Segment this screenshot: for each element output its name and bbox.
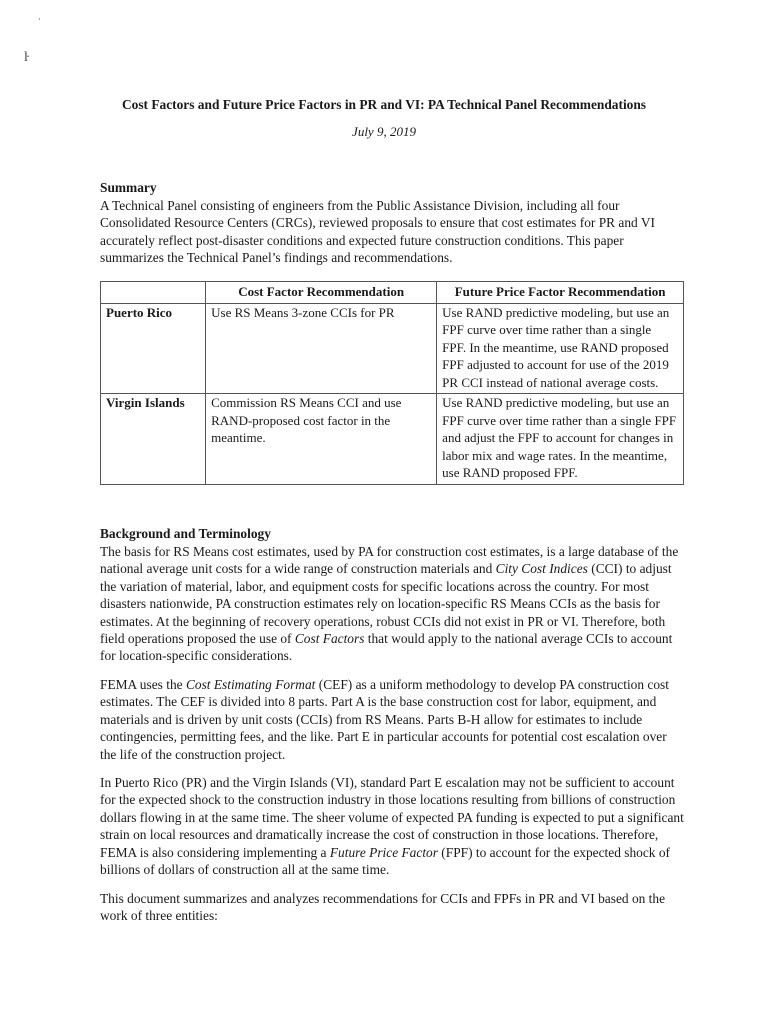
table-cell-region: Virgin Islands (101, 394, 206, 485)
table-cell-future-price: Use RAND predictive modeling, but use an FPF curve over time rather than a single FPF. In the meantime, use RAND proposed FPF adjusted to account for use of the 2019 PR CCI instead of national average costs. (437, 303, 684, 394)
city-cost-indices-term: City Cost Indices (495, 561, 588, 577)
table-cell-cost-factor: Use RS Means 3-zone CCIs for PR (206, 303, 437, 394)
background-paragraph-2: FEMA uses the Cost Estimating Format (CEF) as a uniform methodology to develop PA construction cost estimates. The CEF is divided into 8 parts. Part A is the base construction cost for labor, equipment, and materials and is driven by unit costs (CCIs) from RS Means. Parts B-H allow for estimates to include contingencies, permitting fees, and the like. Part E in particular accounts for potential cost escalation over the life of the construction project. (100, 677, 669, 762)
table-cell-cost-factor: Commission RS Means CCI and use RAND-proposed cost factor in the meantime. (206, 394, 437, 485)
table-cell-region: Puerto Rico (101, 303, 206, 394)
table-header-future-price: Future Price Factor Recommendation (437, 282, 684, 304)
table-row (101, 303, 684, 394)
table-header-empty (101, 282, 206, 304)
background-heading: Background and Terminology (100, 526, 271, 541)
summary-paragraph: A Technical Panel consisting of engineers from the Public Assistance Division, including all four Consolidated Resource Centers (CRCs), reviewed proposals to ensure that cost estimates for PR and VI accurately reflect post-disaster conditions and expected future construction conditions. This paper summarizes the Technical Panel’s findings and recommendations. (100, 198, 655, 266)
recommendations-table (100, 281, 684, 485)
document-title: Cost Factors and Future Price Factors in PR and VI: PA Technical Panel Recommendations (121, 97, 647, 112)
cost-estimating-format-term: Cost Estimating Format (185, 677, 316, 692)
scan-tick-mark: ŀ (24, 50, 29, 65)
future-price-factor-term: Future Price Factor (329, 844, 438, 860)
background-paragraph-4: This document summarizes and analyzes recommendations for CCIs and FPFs in PR and VI based on the work of three entities: (100, 891, 666, 924)
document-date: July 9, 2019 (352, 124, 416, 139)
background-paragraph-1: The basis for RS Means cost estimates, used by PA for construction cost estimates, is a large database of the national average unit costs for a wide range of construction materials and City Cost Indices (CCI) to adjust the variation of material, labor, and equipment costs for specific locations across the country. For most disasters nationwide, PA construction estimates rely on location-specific RS Means CCIs as the basis for estimates. At the beginning of recovery operations, robust CCIs did not exist in PR or VI. Therefore, both field operations proposed the use of Cost Factors that would apply to the national average CCIs to account for location-specific considerations. (100, 544, 679, 664)
table-header-row (101, 282, 684, 304)
scan-dot-mark: · (38, 14, 41, 24)
table-cell-future-price: Use RAND predictive modeling, but use an FPF curve over time rather than a single FPF and adjust the FPF to account for changes in labor mix and wage rates. In the meantime, use RAND proposed FPF. (437, 394, 684, 485)
cost-factors-term: Cost Factors (294, 631, 365, 647)
table-row (101, 394, 684, 485)
table-header-cost-factor: Cost Factor Recommendation (206, 282, 437, 304)
background-paragraph-3: In Puerto Rico (PR) and the Virgin Islands (VI), standard Part E escalation may not be sufficient to account for the expected shock to the construction industry in those locations resulting from billions of construction dollars flowing in at the same time. The sheer volume of expected PA funding is expected to put a significant strain on local resources and dramatically increase the cost of construction in those locations. Therefore, FEMA is also considering implementing a Future Price Factor (FPF) to account for the expected shock of billions of dollars of construction all at the same time. (100, 775, 684, 878)
summary-heading: Summary (100, 180, 157, 195)
